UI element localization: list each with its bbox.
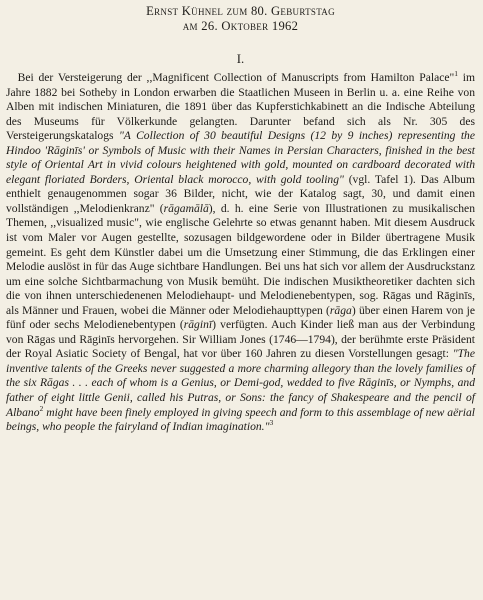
footnote-marker: 3 bbox=[269, 418, 274, 428]
text-run: Bei der Versteigerung der ,,Magnificent Collection of Manuscripts from Hamilton Palace" bbox=[17, 71, 455, 84]
section-numeral: I. bbox=[236, 52, 245, 66]
catalog-title-quote: "A Collection of 30 beautiful Designs (12 by 9 inches) representing the Hindoo 'Rāginīs' or Symbols of Music with their Names in Persian Characters, finished in the best style of Oriental Art in vivid colours heightened with gold, mounted on cardboard decorated with elegant floriated Borders, Oriental black morocco, with gold tooling" bbox=[6, 129, 475, 186]
jones-quote-continued: might have been finely employed in giving speech and form to this assemblage of new aërial beings, who people the fairyland of Indian imagination." bbox=[6, 405, 475, 434]
running-heading-line-1: Ernst Kühnel zum 80. Geburtstag bbox=[146, 4, 335, 18]
text-run: im Jahre 1882 bei Sotheby in London erwarben die Staatlichen Museen in Berlin u. a. eine Reihe von Alben mit indischen Miniaturen, die 1891 über das Kupferstichkabinett an die Indische Abteilung des Museums für Völkerkunde gelangten. Darunter befand sich als Nr. 305 des Versteigerungskatalogs bbox=[6, 71, 475, 143]
text-run: ) über einen Harem von je fünf oder sechs Melodienebentypen ( bbox=[6, 303, 475, 332]
body-paragraph bbox=[6, 71, 475, 435]
text-run: ), d. h. eine Serie von Illustrationen zu musikalischen Themen, ,,visualized music", wie englische Gelehrte so etwas genannt haben. Mit diesem Ausdruck ist vom Maler vor Augen gestellte, sozusagen bildgewordene oder in Bilder übertragene Musik gemeint. Es geht dem Künstler dabei um die Umsetzung einer Stimmung, die das Erklingen einer Melodie auslöst in für das Auge sichtbare Handlungen. Bei uns hat sich vor allem der Ausdruckstanz um eine solche Sichtbarmachung von Musik bemüht. Die indischen Musiktheoretiker dachten sich die von ihnen unterschiedenenen Melodiehaupt- und Melodienebentypen, sog. Rāgas und Rāginīs, als Männer und Frauen, wobei die Männer oder Melodiehaupttypen ( bbox=[6, 201, 476, 317]
term-ragini: rāginī bbox=[183, 318, 213, 332]
footnote-marker: 2 bbox=[39, 403, 44, 413]
jones-quote: "The inventive talents of the Greeks never suggested a more charming allegory than the lovely families of the six Rāgas . . . each of whom is a Genius, or Demi-god, wedded to five Rāginīs, or Nymphs, and father of eight little Genii, called his Putras, or Sons: the fancy of Shakespeare and the pencil of Albano bbox=[6, 347, 475, 419]
running-heading-line-2: am 26. Oktober 1962 bbox=[182, 19, 299, 33]
text-run: (vgl. Tafel 1). Das Album enthielt genaugenommen sogar 36 Bilder, nicht, wie der Katalog sagt, 30, und damit einen vollständigen ,,Melodienkranz" ( bbox=[6, 172, 475, 215]
term-ragamala: rāgamālā bbox=[163, 201, 209, 215]
text-run: ) verfügten. Auch Kinder ließ man aus der Verbindung von Rāgas und Rāginīs hervorgehen. Sir William Jones (1746—1794), der berühmte erste Präsident der Royal Asiatic Society of Bengal, hat vor über 160 Jahren zu diesen Vorstellungen gesagt: bbox=[6, 318, 475, 361]
footnote-marker: 1 bbox=[454, 69, 458, 78]
term-raga: rāga bbox=[329, 303, 352, 317]
